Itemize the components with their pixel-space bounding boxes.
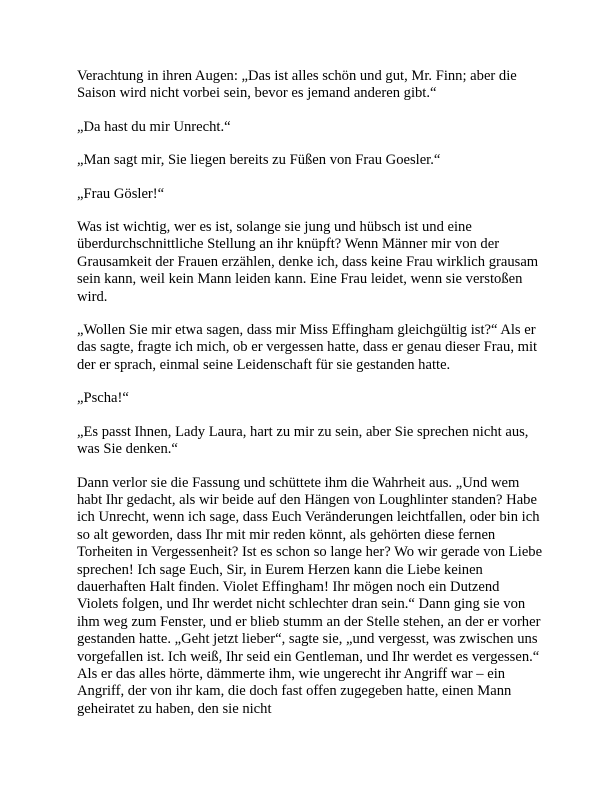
- paragraph-6: „Wollen Sie mir etwa sagen, dass mir Miss Effingham gleichgültig ist?“ Als er das sagte, fragte ich mich, ob er vergessen hatte, dass er genau dieser Frau, mit der er sprach, einmal seine Leidenschaft für sie gestanden hatte.: [77, 322, 538, 373]
- paragraph-1: Verachtung in ihren Augen: „Das ist alles schön und gut, Mr. Finn; aber die Saison wird nicht vorbei sein, bevor es jemand anderen gibt.“: [77, 68, 517, 102]
- paragraph-9: Dann verlor sie die Fassung und schüttete ihm die Wahrheit aus. „Und wem habt Ihr gedacht, als wir beide auf den Hängen von Loughlinter standen? Habe ich Unrecht, wenn ich sage, dass Euch Veränderungen leichtfallen, oder bin ich so alt geworden, dass Ihr mit mir reden könnt, als gehörten diese fernen Torheiten in Vergessenheit? Ist es schon so lange her? Wo wir gerade von Liebe sprechen! Ich sage Euch, Sir, in Eurem Herzen kann die Liebe keinen dauerhaften Halt finden. Violet Effingham! Ihr mögen noch ein Dutzend Violets folgen, und Ihr werdet nicht schlechter dran sein.“ Dann ging sie von ihm weg zum Fenster, und er blieb stumm an der Stelle stehen, an der er vorher gestanden hatte. „Geht jetzt lieber“, sagte sie, „und vergesst, was zwischen uns vorgefallen ist. Ich weiß, Ihr seid ein Gentleman, und Ihr werdet es vergessen.“ Als er das alles hörte, dämmerte ihm, wie ungerecht ihr Angriff war – ein Angriff, der von ihr kam, die doch fast offen zugegeben hatte, einen Mann geheiratet zu haben, den sie nicht: [77, 474, 543, 717]
- paragraph-2: „Da hast du mir Unrecht.“: [77, 118, 231, 135]
- paragraph-3: „Man sagt mir, Sie liegen bereits zu Füßen von Frau Goesler.“: [77, 152, 441, 169]
- paragraph-5: Was ist wichtig, wer es ist, solange sie jung und hübsch ist und eine überdurchschnittliche Stellung an ihr knüpft? Wenn Männer mir von der Grausamkeit der Frauen erzählen, denke ich, dass keine Frau wirklich grausam sein kann, weil kein Mann leiden kann. Eine Frau leidet, wenn sie verstoßen wird.: [77, 219, 539, 305]
- paragraph-7: „Pscha!“: [77, 390, 129, 407]
- paragraph-8: „Es passt Ihnen, Lady Laura, hart zu mir zu sein, aber Sie sprechen nicht aus, was Sie denken.“: [77, 423, 529, 458]
- paragraph-4: „Frau Gösler!“: [77, 185, 165, 202]
- page-body: [77, 68, 543, 734]
